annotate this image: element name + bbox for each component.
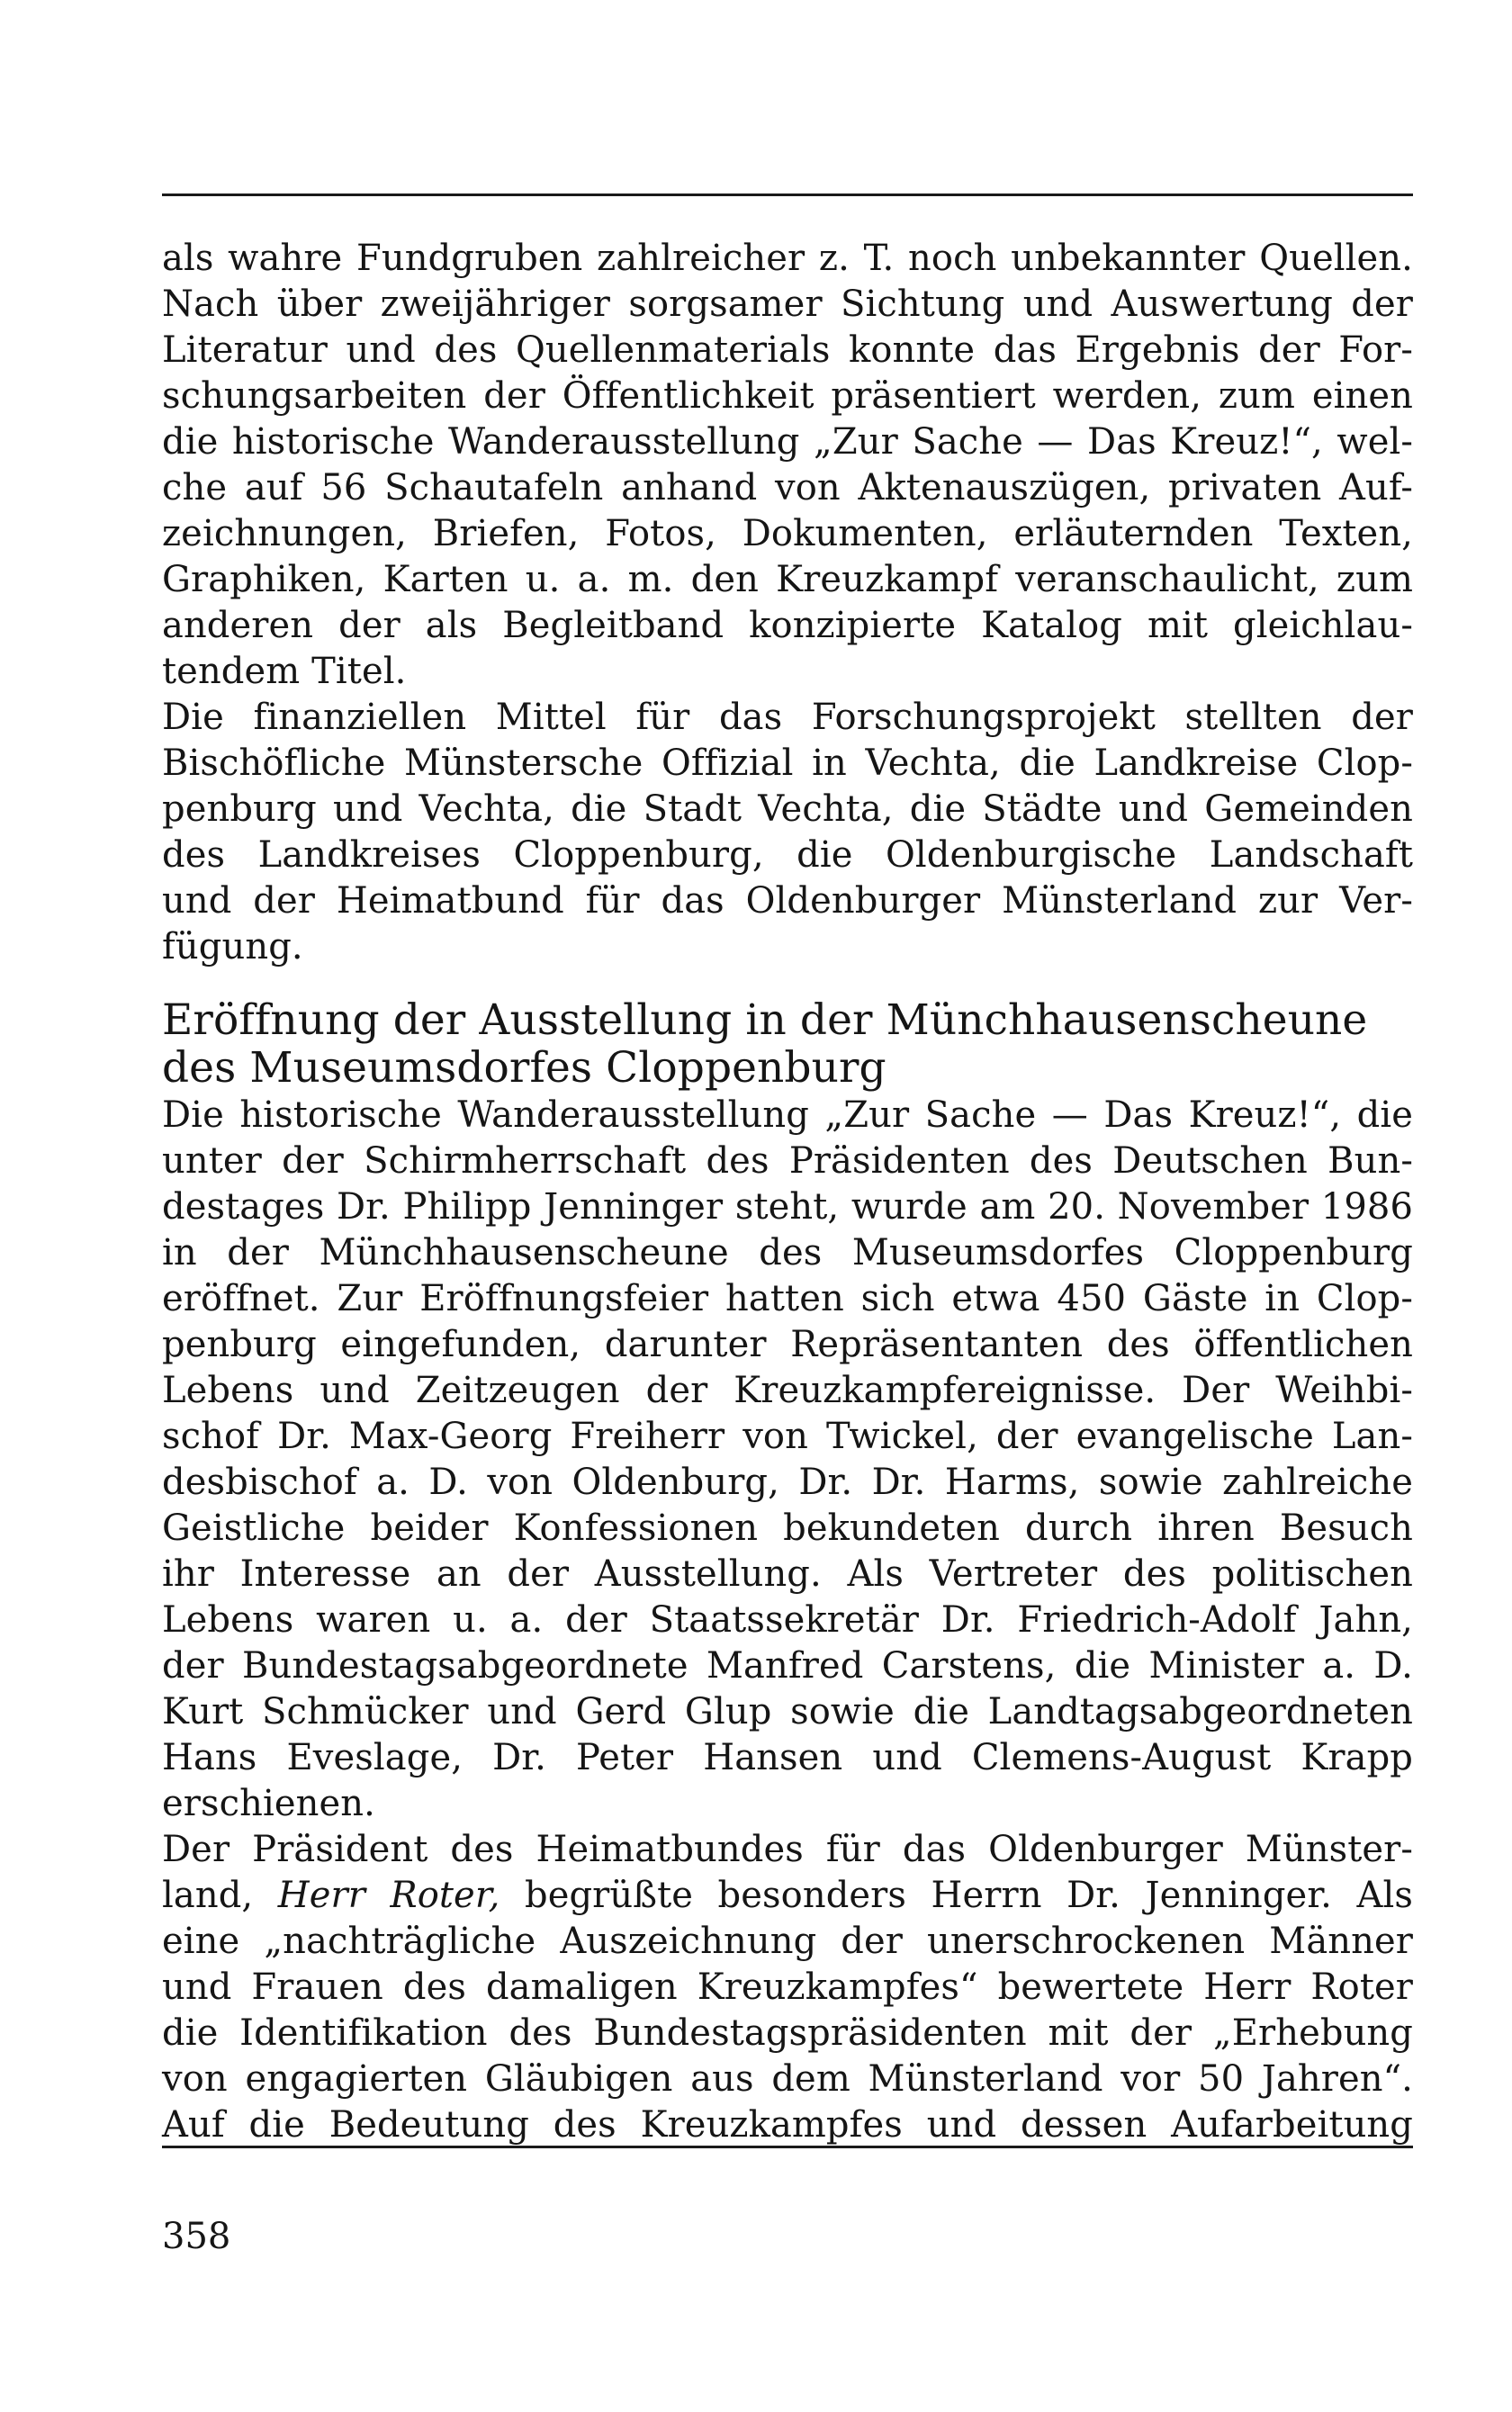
text-line: destages Dr. Philipp Jenninger steht, wurde am 20. November 1986 — [162, 1186, 1413, 1228]
bottom-rule — [162, 2146, 1413, 2148]
text-line: schungsarbeiten der Öffentlichkeit präsentiert werden, zum einen — [162, 375, 1413, 417]
text-line: und der Heimatbund für das Oldenburger Münsterland zur Ver- — [162, 880, 1413, 922]
text-line: eröffnet. Zur Eröffnungsfeier hatten sich etwa 450 Gäste in Clop- — [162, 1278, 1413, 1319]
text-line: Hans Eveslage, Dr. Peter Hansen und Clemens-August Krapp — [162, 1737, 1413, 1778]
text-line: Bischöfliche Münstersche Offizial in Vechta, die Landkreise Clop- — [162, 742, 1413, 784]
text-line: als wahre Fundgruben zahlreicher z. T. noch unbekannter Quellen. — [162, 238, 1413, 279]
text-line: Die finanziellen Mittel für das Forschungsprojekt stellten der — [162, 697, 1413, 738]
heading-line: Eröffnung der Ausstellung in der Münchhausenscheune — [162, 995, 1368, 1045]
text-line: Kurt Schmücker und Gerd Glup sowie die Landtagsabgeordneten — [162, 1691, 1413, 1732]
text-line: Literatur und des Quellenmaterials konnte das Ergebnis der For- — [162, 329, 1413, 371]
text-line: Lebens waren u. a. der Staatssekretär Dr. Friedrich-Adolf Jahn, — [162, 1599, 1413, 1641]
page-number: 358 — [162, 2216, 231, 2257]
paragraph-1 — [162, 236, 1413, 695]
text-line: Graphiken, Karten u. a. m. den Kreuzkampf veranschaulicht, zum — [162, 559, 1413, 600]
text-line: von engagierten Gläubigen aus dem Münsterland vor 50 Jahren“. — [162, 2058, 1413, 2100]
text-line: tendem Titel. — [162, 651, 407, 692]
italic-name: Herr Roter, — [277, 1875, 500, 1916]
text-line: und Frauen des damaligen Kreuzkampfes“ bewertete Herr Roter — [162, 1966, 1413, 2008]
text-line: Geistliche beider Konfessionen bekundeten durch ihren Besuch — [162, 1508, 1413, 1549]
text-line: unter der Schirmherrschaft des Präsidenten des Deutschen Bun- — [162, 1140, 1413, 1182]
text-line: die historische Wanderausstellung „Zur Sache — Das Kreuz!“, wel- — [162, 421, 1413, 463]
text-line: Nach über zweijähriger sorgsamer Sichtung und Auswertung der — [162, 284, 1413, 325]
text-line: in der Münchhausenscheune des Museumsdorfes Cloppenburg — [162, 1232, 1413, 1274]
text-line: Die historische Wanderausstellung „Zur Sache — Das Kreuz!“, die — [162, 1094, 1413, 1136]
text-line: zeichnungen, Briefen, Fotos, Dokumenten, erläuternden Texten, — [162, 513, 1413, 554]
text-line: erschienen. — [162, 1783, 375, 1824]
heading-line: des Museumsdorfes Cloppenburg — [162, 1043, 886, 1093]
top-rule — [162, 194, 1413, 196]
text-fragment: land, — [162, 1875, 278, 1916]
section-heading — [162, 996, 1413, 1092]
paragraph-2 — [162, 695, 1413, 970]
text-line: fügung. — [162, 926, 303, 968]
text-line: ihr Interesse an der Ausstellung. Als Vertreter des politischen — [162, 1553, 1413, 1595]
text-line: che auf 56 Schautafeln anhand von Aktenauszügen, privaten Auf- — [162, 467, 1413, 508]
text-line: penburg und Vechta, die Stadt Vechta, die Städte und Gemeinden — [162, 788, 1413, 830]
text-line: schof Dr. Max-Georg Freiherr von Twickel, der evangelische Lan- — [162, 1416, 1413, 1457]
text-line: penburg eingefunden, darunter Repräsentanten des öffentlichen — [162, 1324, 1413, 1365]
text-line: anderen der als Begleitband konzipierte Katalog mit gleichlau- — [162, 605, 1413, 646]
text-line: eine „nachträgliche Auszeichnung der unerschrockenen Männer — [162, 1921, 1413, 1962]
text-line: Der Präsident des Heimatbundes für das Oldenburger Münster- — [162, 1829, 1413, 1870]
text-line: desbischof a. D. von Oldenburg, Dr. Dr. Harms, sowie zahlreiche — [162, 1462, 1413, 1503]
text-line: Auf die Bedeutung des Kreuzkampfes und dessen Aufarbeitung — [162, 2104, 1413, 2146]
text-line: des Landkreises Cloppenburg, die Oldenburgische Landschaft — [162, 834, 1413, 876]
text-fragment: begrüßte besonders Herrn Dr. Jenninger. Als — [500, 1875, 1413, 1916]
paragraph-4 — [162, 1827, 1413, 2148]
text-line: die Identifikation des Bundestagspräsidenten mit der „Erhebung — [162, 2012, 1413, 2054]
text-line: Lebens und Zeitzeugen der Kreuzkampfereignisse. Der Weihbi- — [162, 1370, 1413, 1411]
text-line: der Bundestagsabgeordnete Manfred Carstens, die Minister a. D. — [162, 1645, 1413, 1687]
paragraph-3 — [162, 1093, 1413, 1827]
text-line — [162, 1873, 1413, 1919]
